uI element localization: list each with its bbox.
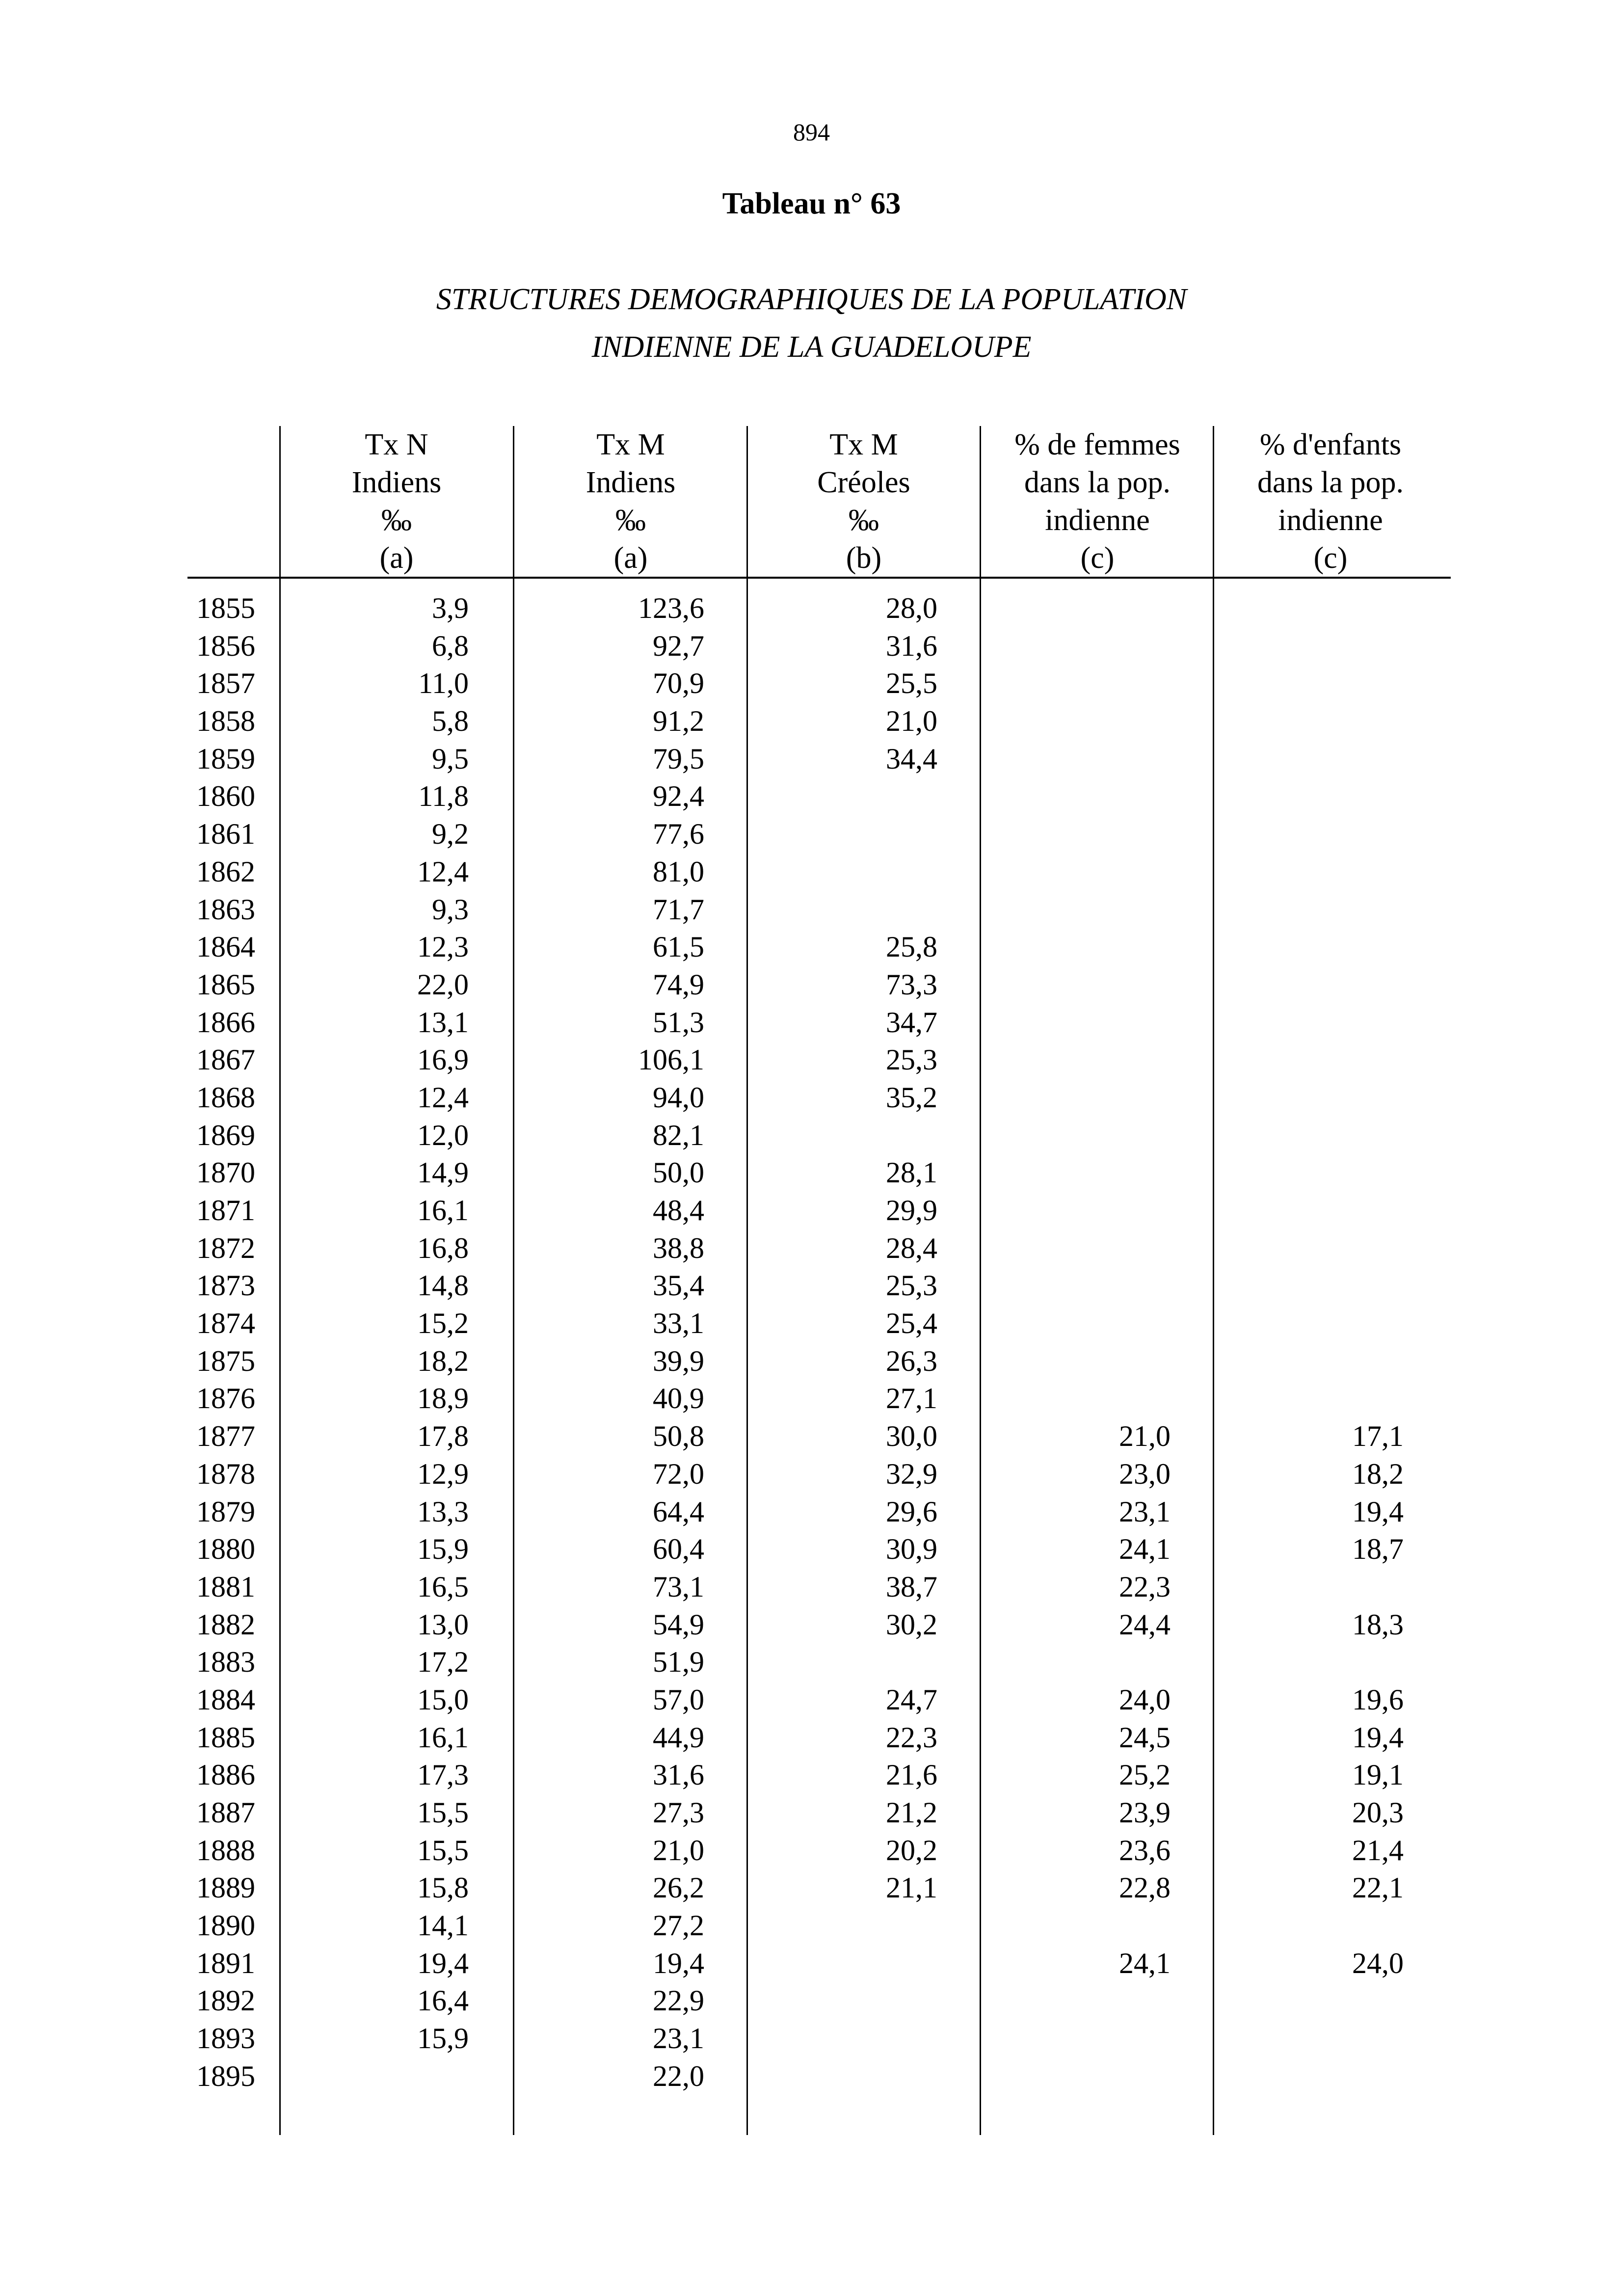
value-cell: 27,3	[653, 1796, 704, 1829]
value-cell: 21,0	[886, 705, 937, 738]
value-cell: 15,9	[417, 2022, 469, 2055]
value-cell: 73,3	[886, 968, 937, 1001]
header-line: ‰	[381, 504, 412, 537]
table-row	[0, 1681, 1623, 1719]
value-cell: 23,6	[1119, 1834, 1171, 1867]
value-cell: 3,9	[432, 592, 469, 624]
value-cell: 33,1	[653, 1307, 704, 1340]
value-cell: 40,9	[653, 1382, 704, 1415]
value-cell: 22,0	[653, 2059, 704, 2092]
value-cell: 22,8	[1119, 1871, 1171, 1904]
value-cell: 19,4	[1352, 1495, 1404, 1528]
table-body	[0, 589, 1623, 2095]
year-cell: 1885	[196, 1721, 255, 1754]
value-cell: 27,1	[886, 1382, 937, 1415]
value-cell: 25,4	[886, 1307, 937, 1340]
table-row	[0, 815, 1623, 853]
value-cell: 70,9	[653, 667, 704, 700]
value-cell: 72,0	[653, 1457, 704, 1490]
value-cell: 15,5	[417, 1796, 469, 1829]
value-cell: 57,0	[653, 1683, 704, 1716]
table-row	[0, 1982, 1623, 2020]
value-cell: 12,9	[417, 1457, 469, 1490]
value-cell: 44,9	[653, 1721, 704, 1754]
year-cell: 1859	[196, 742, 255, 775]
value-cell: 30,0	[886, 1420, 937, 1453]
value-cell: 11,8	[418, 780, 469, 813]
year-cell: 1856	[196, 629, 255, 662]
year-cell: 1877	[196, 1420, 255, 1453]
value-cell: 9,2	[432, 818, 469, 851]
value-cell: 35,4	[653, 1269, 704, 1302]
year-cell: 1879	[196, 1495, 255, 1528]
year-cell: 1861	[196, 818, 255, 851]
table-row	[0, 1004, 1623, 1041]
value-cell: 48,4	[653, 1194, 704, 1227]
value-cell: 19,6	[1352, 1683, 1404, 1716]
value-cell: 16,4	[417, 1984, 469, 2017]
year-cell: 1866	[196, 1006, 255, 1039]
value-cell: 26,3	[886, 1344, 937, 1377]
table-row	[0, 1530, 1623, 1568]
value-cell: 27,2	[653, 1909, 704, 1942]
value-cell: 34,7	[886, 1006, 937, 1039]
table-row	[0, 966, 1623, 1004]
value-cell: 14,9	[417, 1156, 469, 1189]
value-cell: 21,2	[886, 1796, 937, 1829]
year-cell: 1883	[196, 1646, 255, 1679]
value-cell: 12,0	[417, 1119, 469, 1151]
value-cell: 20,3	[1352, 1796, 1404, 1829]
value-cell: 13,1	[417, 1006, 469, 1039]
value-cell: 60,4	[653, 1533, 704, 1566]
year-cell: 1876	[196, 1382, 255, 1415]
value-cell: 24,1	[1119, 1533, 1171, 1566]
page-number: 894	[793, 118, 830, 146]
value-cell: 28,0	[886, 592, 937, 624]
table-title: Tableau n° 63	[722, 187, 901, 220]
table-row	[0, 1229, 1623, 1267]
value-cell: 51,3	[653, 1006, 704, 1039]
value-cell: 31,6	[653, 1759, 704, 1791]
value-cell: 23,1	[653, 2022, 704, 2055]
year-cell: 1891	[196, 1947, 255, 1979]
year-cell: 1870	[196, 1156, 255, 1189]
header-line: indienne	[1278, 504, 1383, 537]
value-cell: 31,6	[886, 629, 937, 662]
value-cell: 28,4	[886, 1231, 937, 1264]
header-line: (c)	[1080, 541, 1115, 575]
value-cell: 17,1	[1352, 1420, 1404, 1453]
value-cell: 15,0	[417, 1683, 469, 1716]
table-row	[0, 1869, 1623, 1907]
value-cell: 54,9	[653, 1608, 704, 1641]
value-cell: 82,1	[653, 1119, 704, 1151]
table-row	[0, 1455, 1623, 1493]
year-cell: 1871	[196, 1194, 255, 1227]
value-cell: 19,4	[417, 1947, 469, 1979]
value-cell: 39,9	[653, 1344, 704, 1377]
value-cell: 92,7	[653, 629, 704, 662]
header-line: ‰	[615, 504, 646, 537]
value-cell: 9,3	[432, 893, 469, 926]
value-cell: 22,3	[886, 1721, 937, 1754]
value-cell: 22,1	[1352, 1871, 1404, 1904]
value-cell: 21,4	[1352, 1834, 1404, 1867]
header-line: Indiens	[585, 466, 676, 499]
table-row	[0, 1117, 1623, 1154]
value-cell: 6,8	[432, 629, 469, 662]
value-cell: 25,8	[886, 931, 937, 963]
value-cell: 38,8	[653, 1231, 704, 1264]
header-line: % d'enfants	[1259, 428, 1402, 461]
header-line: dans la pop.	[1257, 466, 1404, 499]
value-cell: 79,5	[653, 742, 704, 775]
value-cell: 22,3	[1119, 1570, 1171, 1603]
year-cell: 1888	[196, 1834, 255, 1867]
value-cell: 123,6	[638, 592, 704, 624]
value-cell: 50,8	[653, 1420, 704, 1453]
column-header-tx-m-indiens	[514, 426, 747, 577]
value-cell: 22,9	[653, 1984, 704, 2017]
value-cell: 11,0	[418, 667, 469, 700]
value-cell: 24,0	[1119, 1683, 1171, 1716]
table-subtitle-line-2: INDIENNE DE LA GUADELOUPE	[591, 330, 1032, 364]
table-row	[0, 627, 1623, 665]
table-row	[0, 1907, 1623, 1945]
table-row	[0, 777, 1623, 815]
table-row	[0, 1380, 1623, 1417]
value-cell: 12,4	[417, 855, 469, 888]
value-cell: 24,5	[1119, 1721, 1171, 1754]
table-row	[0, 1794, 1623, 1832]
value-cell: 51,9	[653, 1646, 704, 1679]
value-cell: 25,5	[886, 667, 937, 700]
header-line: dans la pop.	[1024, 466, 1171, 499]
table-row	[0, 740, 1623, 778]
value-cell: 18,3	[1352, 1608, 1404, 1641]
year-cell: 1884	[196, 1683, 255, 1716]
value-cell: 35,2	[886, 1081, 937, 1114]
value-cell: 18,7	[1352, 1533, 1404, 1566]
value-cell: 13,3	[417, 1495, 469, 1528]
value-cell: 24,1	[1119, 1947, 1171, 1979]
value-cell: 5,8	[432, 705, 469, 738]
value-cell: 14,1	[417, 1909, 469, 1942]
table-row	[0, 853, 1623, 891]
table-subtitle-line-1: STRUCTURES DEMOGRAPHIQUES DE LA POPULATION	[436, 283, 1187, 316]
table-row	[0, 1079, 1623, 1117]
table-row	[0, 1832, 1623, 1869]
value-cell: 18,9	[417, 1382, 469, 1415]
value-cell: 24,7	[886, 1683, 937, 1716]
header-line: (a)	[613, 541, 648, 575]
year-cell: 1889	[196, 1871, 255, 1904]
value-cell: 71,7	[653, 893, 704, 926]
year-cell: 1875	[196, 1344, 255, 1377]
value-cell: 12,4	[417, 1081, 469, 1114]
year-cell: 1881	[196, 1570, 255, 1603]
header-line: Tx N	[365, 428, 428, 461]
header-line: (a)	[379, 541, 414, 575]
table-row	[0, 1945, 1623, 1982]
year-cell: 1872	[196, 1231, 255, 1264]
value-cell: 13,0	[417, 1608, 469, 1641]
value-cell: 16,5	[417, 1570, 469, 1603]
year-cell: 1873	[196, 1269, 255, 1302]
value-cell: 12,3	[417, 931, 469, 963]
header-line: (c)	[1313, 541, 1348, 575]
value-cell: 21,0	[653, 1834, 704, 1867]
value-cell: 18,2	[417, 1344, 469, 1377]
year-cell: 1887	[196, 1796, 255, 1829]
table-row	[0, 1643, 1623, 1681]
table-row	[0, 1342, 1623, 1380]
value-cell: 38,7	[886, 1570, 937, 1603]
year-cell: 1858	[196, 705, 255, 738]
year-cell: 1890	[196, 1909, 255, 1942]
value-cell: 61,5	[653, 931, 704, 963]
value-cell: 50,0	[653, 1156, 704, 1189]
table-row	[0, 589, 1623, 627]
column-header-pct-femmes	[981, 426, 1214, 577]
value-cell: 73,1	[653, 1570, 704, 1603]
value-cell: 64,4	[653, 1495, 704, 1528]
value-cell: 25,2	[1119, 1759, 1171, 1791]
year-cell: 1886	[196, 1759, 255, 1791]
value-cell: 26,2	[653, 1871, 704, 1904]
value-cell: 15,5	[417, 1834, 469, 1867]
header-line: ‰	[849, 504, 879, 537]
column-header-tx-n-indiens	[280, 426, 513, 577]
column-header-pct-enfants	[1214, 426, 1447, 577]
year-cell: 1895	[196, 2059, 255, 2092]
value-cell: 21,1	[886, 1871, 937, 1904]
value-cell: 9,5	[432, 742, 469, 775]
value-cell: 16,8	[417, 1231, 469, 1264]
value-cell: 17,8	[417, 1420, 469, 1453]
value-cell: 21,6	[886, 1759, 937, 1791]
value-cell: 30,2	[886, 1608, 937, 1641]
value-cell: 29,6	[886, 1495, 937, 1528]
value-cell: 29,9	[886, 1194, 937, 1227]
value-cell: 92,4	[653, 780, 704, 813]
value-cell: 14,8	[417, 1269, 469, 1302]
value-cell: 16,1	[417, 1721, 469, 1754]
value-cell: 94,0	[653, 1081, 704, 1114]
year-cell: 1893	[196, 2022, 255, 2055]
value-cell: 74,9	[653, 968, 704, 1001]
year-cell: 1874	[196, 1307, 255, 1340]
year-cell: 1855	[196, 592, 255, 624]
year-cell: 1868	[196, 1081, 255, 1114]
value-cell: 91,2	[653, 705, 704, 738]
table-row	[0, 1192, 1623, 1229]
value-cell: 28,1	[886, 1156, 937, 1189]
header-line: Tx M	[596, 428, 665, 461]
value-cell: 15,2	[417, 1307, 469, 1340]
table-row	[0, 1267, 1623, 1305]
value-cell: 18,2	[1352, 1457, 1404, 1490]
table-row	[0, 1606, 1623, 1644]
year-cell: 1880	[196, 1533, 255, 1566]
value-cell: 23,0	[1119, 1457, 1171, 1490]
table-row	[0, 1493, 1623, 1531]
table-row	[0, 702, 1623, 740]
table-row	[0, 1154, 1623, 1192]
value-cell: 19,4	[1352, 1721, 1404, 1754]
value-cell: 81,0	[653, 855, 704, 888]
year-cell: 1857	[196, 667, 255, 700]
table-row	[0, 1719, 1623, 1757]
table-row	[0, 928, 1623, 966]
header-line: (b)	[846, 541, 882, 575]
column-header-tx-m-creoles	[747, 426, 980, 577]
table-row	[0, 1568, 1623, 1606]
value-cell: 20,2	[886, 1834, 937, 1867]
header-line: Tx M	[829, 428, 898, 461]
header-line: % de femmes	[1014, 428, 1180, 461]
year-cell: 1867	[196, 1043, 255, 1076]
table-row	[0, 1417, 1623, 1455]
year-cell: 1882	[196, 1608, 255, 1641]
value-cell: 77,6	[653, 818, 704, 851]
value-cell: 106,1	[638, 1043, 704, 1076]
value-cell: 25,3	[886, 1269, 937, 1302]
year-cell: 1860	[196, 780, 255, 813]
value-cell: 32,9	[886, 1457, 937, 1490]
value-cell: 23,1	[1119, 1495, 1171, 1528]
value-cell: 22,0	[417, 968, 469, 1001]
table-row	[0, 891, 1623, 929]
table-row	[0, 1041, 1623, 1079]
header-line: Créoles	[817, 466, 910, 499]
table-row	[0, 2020, 1623, 2057]
value-cell: 25,3	[886, 1043, 937, 1076]
table-row	[0, 1756, 1623, 1794]
value-cell: 17,2	[417, 1646, 469, 1679]
year-cell: 1863	[196, 893, 255, 926]
year-cell: 1892	[196, 1984, 255, 2017]
value-cell: 19,4	[653, 1947, 704, 1979]
value-cell: 23,9	[1119, 1796, 1171, 1829]
value-cell: 34,4	[886, 742, 937, 775]
value-cell: 30,9	[886, 1533, 937, 1566]
year-cell: 1864	[196, 931, 255, 963]
header-line: indienne	[1045, 504, 1150, 537]
value-cell: 19,1	[1352, 1759, 1404, 1791]
value-cell: 16,9	[417, 1043, 469, 1076]
table-row	[0, 2057, 1623, 2095]
value-cell: 15,9	[417, 1533, 469, 1566]
year-cell: 1862	[196, 855, 255, 888]
value-cell: 21,0	[1119, 1420, 1171, 1453]
year-cell: 1878	[196, 1457, 255, 1490]
value-cell: 24,0	[1352, 1947, 1404, 1979]
value-cell: 15,8	[417, 1871, 469, 1904]
year-cell: 1869	[196, 1119, 255, 1151]
table-row	[0, 1305, 1623, 1342]
table-row	[0, 665, 1623, 702]
year-cell: 1865	[196, 968, 255, 1001]
header-line: Indiens	[351, 466, 442, 499]
value-cell: 16,1	[417, 1194, 469, 1227]
value-cell: 24,4	[1119, 1608, 1171, 1641]
value-cell: 17,3	[417, 1759, 469, 1791]
header-rule	[187, 577, 1451, 579]
